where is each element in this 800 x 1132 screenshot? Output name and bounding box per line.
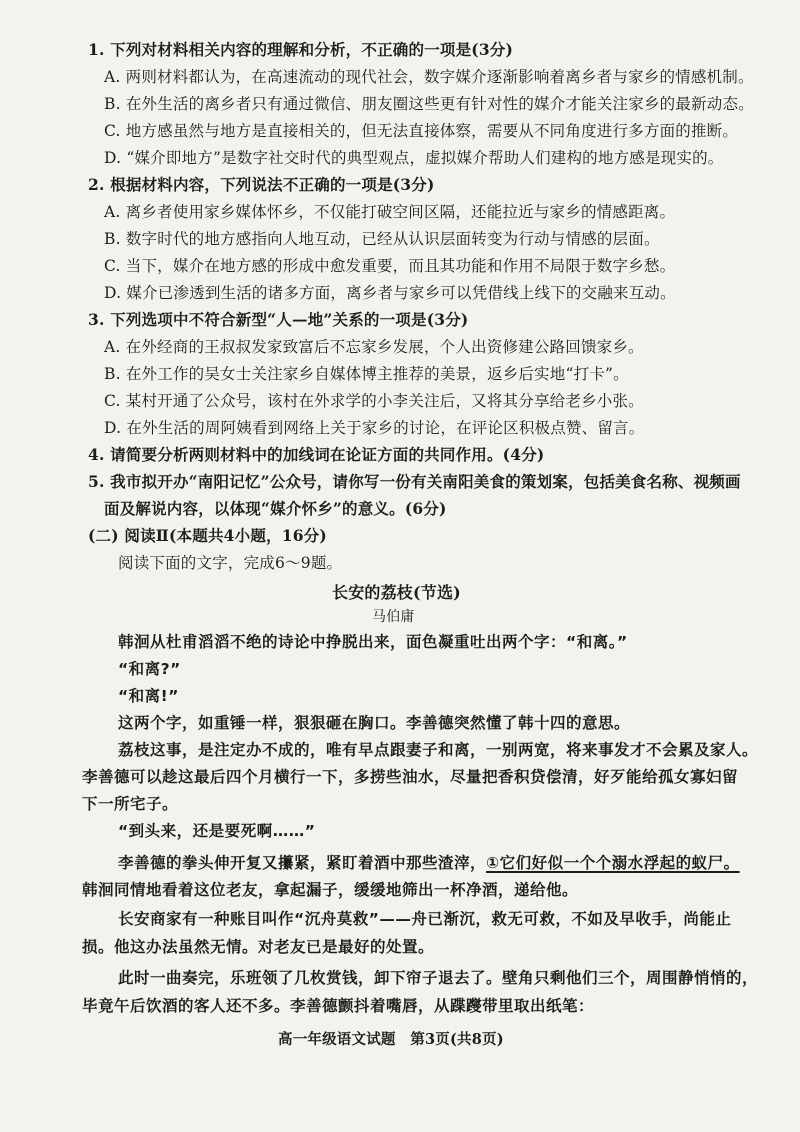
passage-paragraph-8-line1: 长安商家有一种账目叫作“沉舟莫救”——舟已渐沉，救无可救，不如及早收手，尚能止: [118, 910, 732, 928]
passage-paragraph-8-line2: 损。他这办法虽然无情。对老友已是最好的处置。: [82, 938, 435, 956]
q2-option-a: A. 离乡者使用家乡媒体怀乡，不仅能打破空间区隔，还能拉近与家乡的情感距离。: [104, 203, 676, 221]
passage-paragraph-9-line2: 毕竟午后饮酒的客人还不多。李善德颤抖着嘴唇，从蹀躞带里取出纸笔：: [82, 997, 595, 1015]
passage-paragraph-7-line1: [118, 853, 740, 873]
passage-paragraph-5-line3: 下一所宅子。: [82, 795, 179, 813]
section-heading: (二) 阅读Ⅱ(本题共4小题，16分): [88, 526, 327, 545]
passage-paragraph-2: “和离?”: [118, 660, 181, 678]
q2-stem: 2. 根据材料内容，下列说法不正确的一项是(3分): [88, 175, 435, 194]
q4-stem: 4. 请简要分析两则材料中的加线词在论证方面的共同作用。(4分): [88, 445, 545, 464]
q3-option-a: A. 在外经商的王叔叔发家致富后不忘家乡发展，个人出资修建公路回馈家乡。: [104, 338, 644, 356]
q3-option-b: B. 在外工作的吴女士关注家乡自媒体博主推荐的美景，返乡后实地“打卡”。: [104, 365, 629, 383]
q5-stem-line1: 5. 我市拟开办“南阳记忆”公众号，请你写一份有关南阳美食的策划案，包括美食名称、视频画: [88, 472, 741, 491]
q5-stem-line2: 面及解说内容，以体现“媒介怀乡”的意义。(6分): [104, 499, 447, 518]
q1-option-a: A. 两则材料都认为，在高速流动的现代社会，数字媒介逐渐影响着离乡者与家乡的情感机制。: [104, 68, 754, 86]
q1-option-c: C. 地方感虽然与地方是直接相关的，但无法直接体察，需要从不同角度进行多方面的推断。: [104, 122, 739, 140]
passage-paragraph-3: “和离!”: [118, 687, 179, 705]
passage-paragraph-4: 这两个字，如重锤一样，狠狠砸在胸口。李善德突然懂了韩十四的意思。: [118, 714, 631, 732]
q1-option-b: B. 在外生活的离乡者只有通过微信、朋友圈这些更有针对性的媒介才能关注家乡的最新动态。: [104, 95, 754, 113]
passage-title: 长安的荔枝(节选): [332, 583, 461, 602]
page-footer: 高一年级语文试题 第3页(共8页): [278, 1031, 504, 1048]
q3-stem: 3. 下列选项中不符合新型“人—地”关系的一项是(3分): [88, 310, 469, 329]
passage-paragraph-7-line2: 韩洄同情地看着这位老友，拿起漏子，缓缓地筛出一杯净酒，递给他。: [82, 881, 579, 899]
q3-option-d: D. 在外生活的周阿姨看到网络上关于家乡的讨论，在评论区积极点赞、留言。: [104, 419, 645, 437]
passage-paragraph-5-line1: 荔枝这事，是注定办不成的，唯有早点跟妻子和离，一别两宽，将来事发才不会累及家人。: [118, 741, 759, 759]
passage-paragraph-7-text: 李善德的拳头伸开复又攥紧，紧盯着酒中那些渣滓，: [118, 854, 487, 872]
passage-paragraph-5-line2: 李善德可以趁这最后四个月横行一下，多捞些油水，尽量把香积贷偿清，好歹能给孤女寡妇留: [82, 768, 739, 786]
q3-option-c: C. 某村开通了公众号，该村在外求学的小李关注后，又将其分享给老乡小张。: [104, 392, 644, 410]
passage-paragraph-9-line1: 此时一曲奏完，乐班领了几枚赏钱，卸下帘子退去了。壁角只剩他们三个，周围静悄悄的，: [118, 969, 759, 987]
passage-paragraph-1: 韩洄从杜甫滔滔不绝的诗论中挣脱出来，面色凝重吐出两个字：“和离。”: [118, 633, 628, 651]
reading-instruction: 阅读下面的文字，完成6～9题。: [118, 554, 343, 572]
q2-option-c: C. 当下，媒介在地方感的形成中愈发重要，而且其功能和作用不局限于数字乡愁。: [104, 257, 676, 275]
q1-option-d: D. “媒介即地方”是数字社交时代的典型观点，虚拟媒介帮助人们建构的地方感是现实的。: [104, 149, 724, 167]
passage-author: 马伯庸: [372, 609, 415, 625]
underlined-sentence-1: ①它们好似一个个溺水浮起的蚁尸。: [486, 854, 740, 872]
q1-stem: 1. 下列对材料相关内容的理解和分析，不正确的一项是(3分): [88, 40, 514, 59]
q2-option-b: B. 数字时代的地方感指向人地互动，已经从认识层面转变为行动与情感的层面。: [104, 230, 660, 248]
q2-option-d: D. 媒介已渗透到生活的诸多方面，离乡者与家乡可以凭借线上线下的交融来互动。: [104, 284, 676, 302]
passage-paragraph-6: “到头来，还是要死啊……”: [118, 822, 316, 840]
